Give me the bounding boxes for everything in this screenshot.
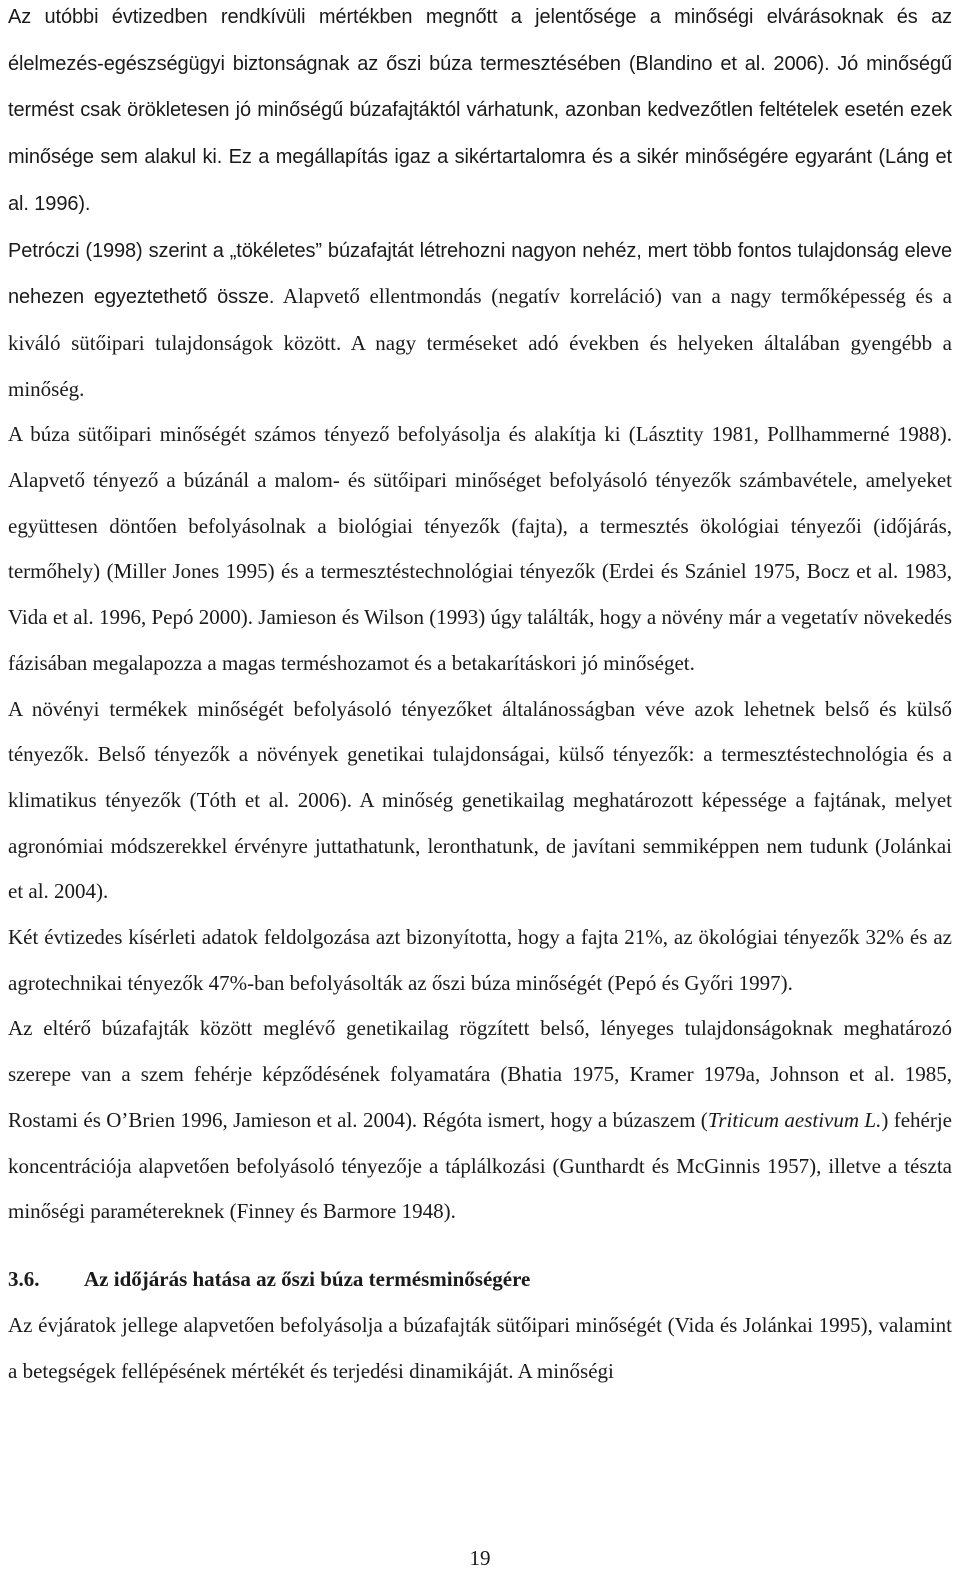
paragraph-1-sentence-b: Jó minőségű termést csak örökletesen jó minőségű búzafajtáktól várhatunk, azonban kedvezőtlen feltételek esetén ezek minősége sem alakul ki. Ez a megállapítás igaz a sikértartalomra és a sikér minőségére egyaránt (Láng et al. 1996). [8, 52, 952, 215]
page-number: 19 [469, 1546, 491, 1570]
paragraph-6 [8, 1006, 952, 1235]
section-heading [8, 1259, 952, 1299]
document-page [8, 0, 952, 1394]
paragraph-1 [8, 0, 952, 228]
paragraph-6-text-b: ) fehérje koncentrációja alapvetően befolyásoló tényezője a táplálkozási (Gunthardt és McGinnis 1957), illetve a tészta minőségi paramétereknek (Finney és Barmore 1948). [8, 1107, 953, 1224]
paragraph-2-sentence-b: Alapvető ellentmondás (negatív korreláció) van a nagy termőképesség és a kiváló sütőipari tulajdonságok között. [8, 284, 952, 355]
paragraph-2 [8, 228, 952, 413]
paragraph-4: A növényi termékek minőségét befolyásoló tényezőket általánosságban véve azok lehetnek belső és külső tényezők. Belső tényezők a növények genetikai tulajdonságai, külső tényezők: a termesztéstechnológia és a klimatikus tényezők (Tóth et al. 2006). A minőség genetikailag meghatározott képessége a fajtának, melyet agronómiai módszerekkel érvényre juttathatunk, leronthatunk, de javítani semmiképpen nem tudunk (Jolánkai et al. 2004). [8, 696, 952, 904]
paragraph-2-sentence-c: A nagy terméseket adó években és helyeken általában gyengébb a minőség. [8, 330, 952, 401]
section-number: 3.6. [8, 1266, 40, 1291]
paragraph-5: Két évtizedes kísérleti adatok feldolgozása azt bizonyította, hogy a fajta 21%, az ökológiai tényezők 32% és az agrotechnikai tényezők 47%-ban befolyásolták az őszi búza minőségét (Pepó és Győri 1997). [8, 925, 952, 995]
paragraph-2-sentence-a: Petróczi (1998) szerint a „tökéletes” búzafajtát létrehozni nagyon nehéz, mert több fontos tulajdonság eleve nehezen egyeztethető össze. [8, 239, 952, 309]
paragraph-3-sentence-c: Jamieson és Wilson (1993) úgy találták, hogy a növény már a vegetatív növekedés fázisában megalapozza a magas terméshozamot és a betakarításkori jó minőséget. [8, 605, 952, 675]
species-name: Triticum aestivum L. [707, 1107, 882, 1132]
paragraph-7: Az évjáratok jellege alapvetően befolyásolja a búzafajták sütőipari minőségét (Vida és Jolánkai 1995), valamint a betegségek fellépésének mértékét és terjedési dinamikáját. A minőségi [8, 1312, 952, 1383]
paragraph-3-sentence-a: A búza sütőipari minőségét számos tényező befolyásolja és alakítja ki (Lásztity 1981, Pollhammerné 1988). [8, 422, 952, 447]
paragraph-3-sentence-b: Alapvető tényező a búzánál a malom- és sütőipari minőséget befolyásoló tényezők számbavétele, amelyeket együttesen döntően befolyásolnak a biológiai tényezők (fajta), a termesztés ökológiai tényezői (időjárás, termőhely) (Miller Jones 1995) és a termesztéstechnológiai tényezők (Erdei és Szániel 1975, Bocz et al. 1983, Vida et al. 1996, Pepó 2000). [8, 468, 952, 630]
paragraph-3 [8, 412, 952, 686]
paragraph-6-text-a: Az eltérő búzafajták között meglévő genetikailag rögzített belső, lényeges tulajdonságoknak meghatározó szerepe van a szem fehérje képződésének folyamatára (Bhatia 1975, Kramer 1979a, Johnson et al. 1985, Rostami és O’Brien 1996, Jamieson et al. 2004). Régóta ismert, hogy a búzaszem ( [8, 1016, 952, 1132]
section-title: Az időjárás hatása az őszi búza termésminőségére [84, 1266, 531, 1291]
paragraph-1-sentence-a: Az utóbbi évtizedben rendkívüli mértékben megnőtt a jelentősége a minőségi elvárásoknak és az élelmezés-egészségügyi biztonságnak az őszi búza termesztésében (Blandino et al. 2006). [8, 6, 952, 75]
